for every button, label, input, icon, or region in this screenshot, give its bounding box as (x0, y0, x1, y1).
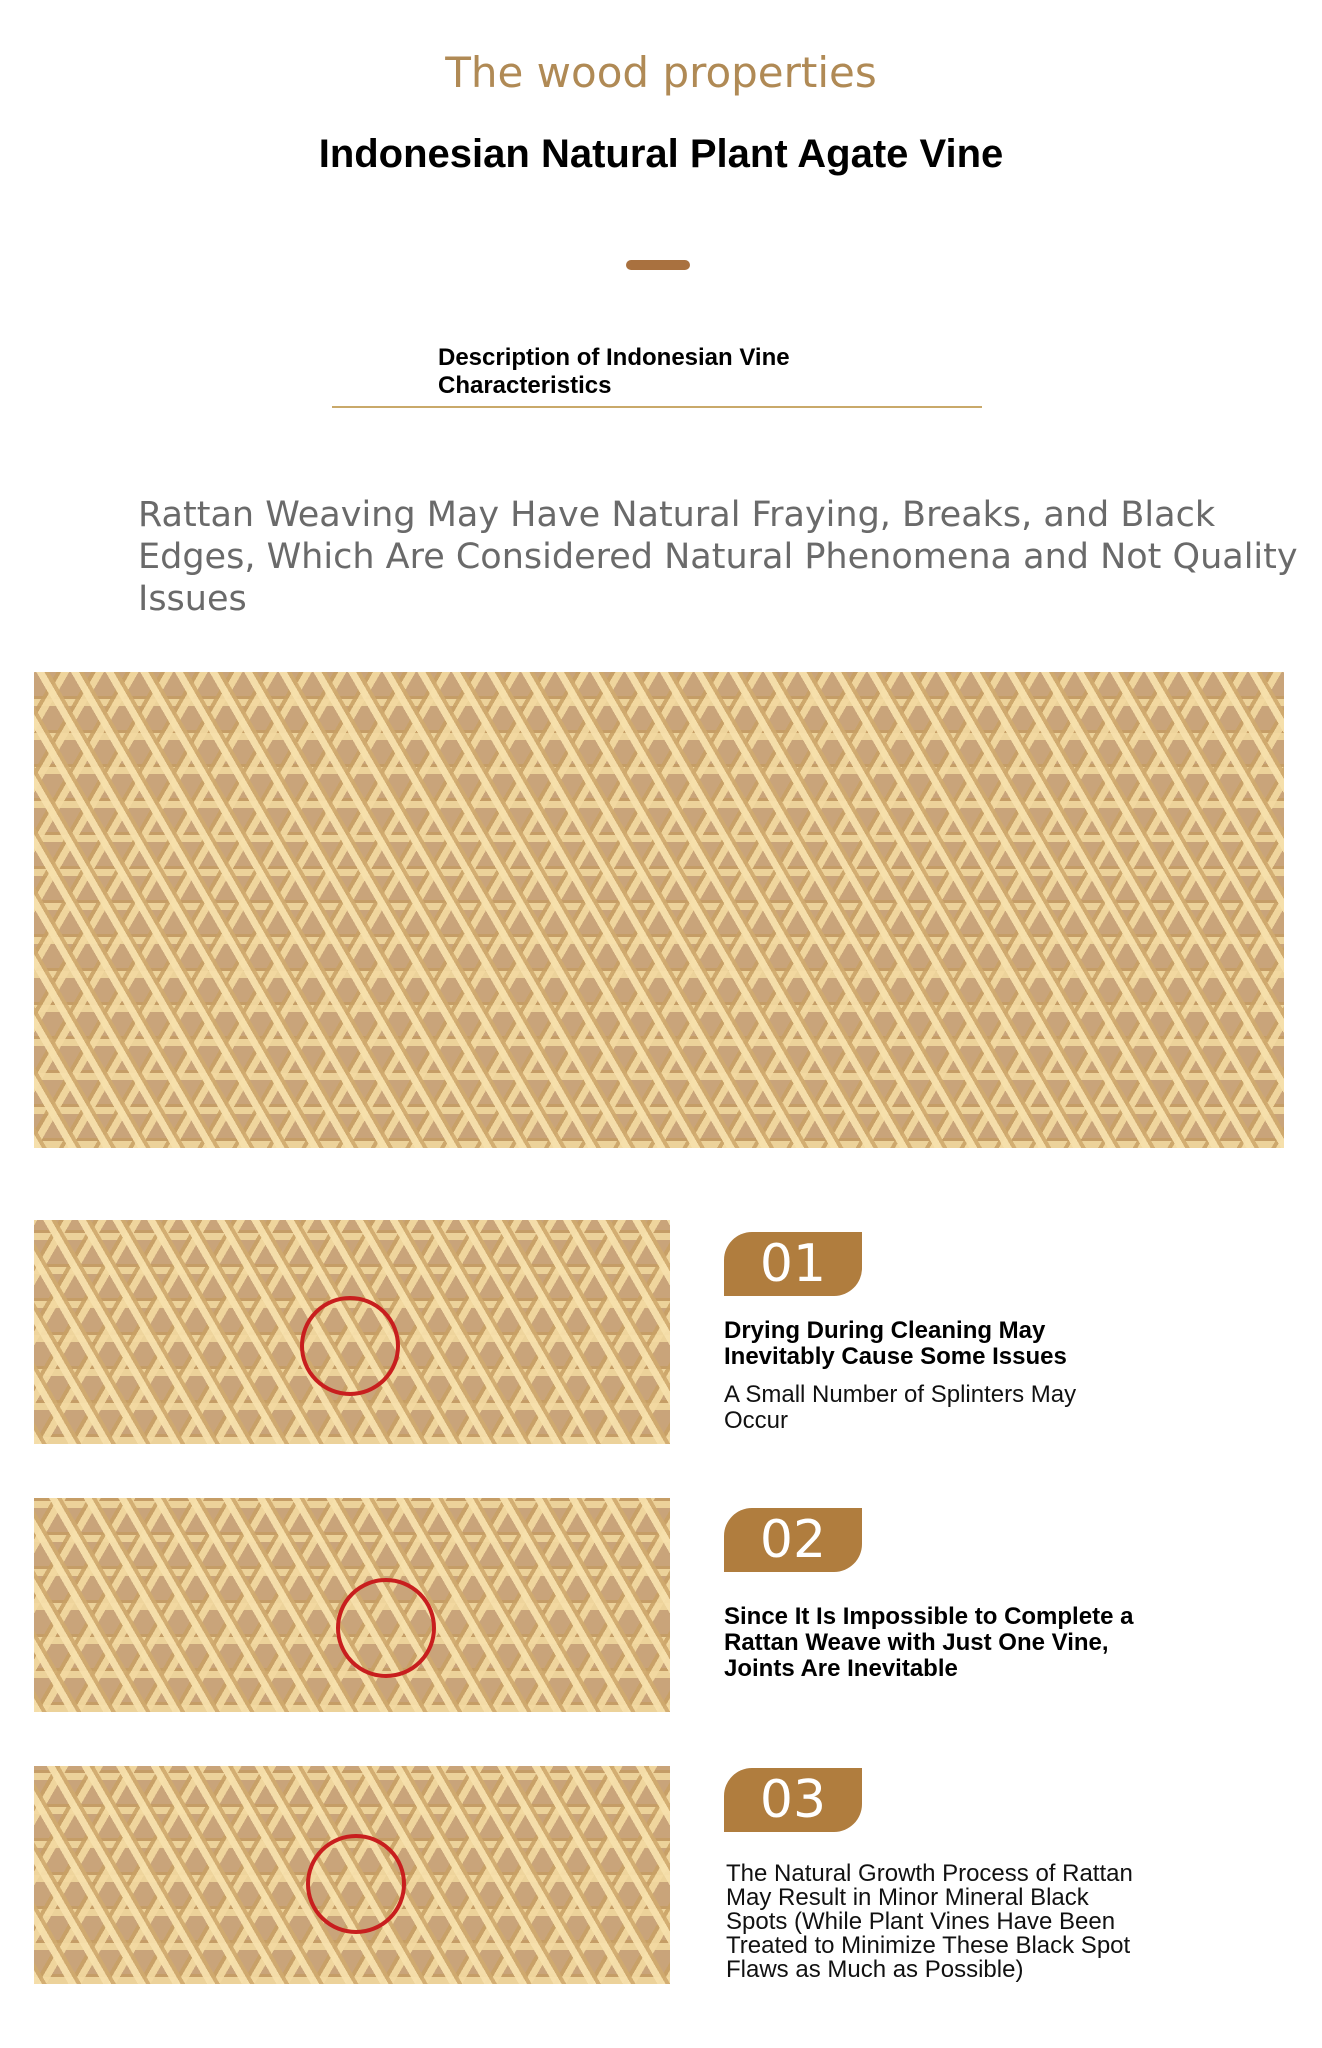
highlight-circle (336, 1578, 436, 1678)
item-number-badge: 02 (724, 1508, 862, 1572)
rattan-weave-photo (34, 672, 1284, 1148)
section-kicker: The wood properties (445, 48, 877, 97)
description-underline (332, 406, 982, 408)
highlight-circle (300, 1296, 400, 1396)
description-heading: Description of Indonesian Vine Characteristics (438, 344, 790, 399)
rattan-joint-photo (34, 1498, 670, 1712)
item-body: The Natural Growth Process of Rattan May Result in Minor Mineral Black Spots (While Plant Vines Have Been Treated to Minimize These Black Spot Flaws as Much as Possible) (726, 1860, 1133, 1983)
item-title: Drying During Cleaning May Inevitably Cause Some Issues (724, 1317, 1067, 1370)
item-title: Since It Is Impossible to Complete a Rattan Weave with Just One Vine, Joints Are Inevitable (724, 1603, 1134, 1682)
rattan-black-spot-photo (34, 1766, 670, 1984)
item-number-badge: 03 (724, 1768, 862, 1832)
item-number-badge: 01 (724, 1232, 862, 1296)
highlight-circle (306, 1834, 406, 1934)
item-subtitle: A Small Number of Splinters May Occur (724, 1381, 1077, 1434)
title-divider (626, 260, 690, 270)
quality-notice: Rattan Weaving May Have Natural Fraying, Breaks, and Black Edges, Which Are Considered Natural Phenomena and Not Quality Issues (138, 495, 1298, 619)
rattan-splinter-photo (34, 1220, 670, 1444)
page-title: Indonesian Natural Plant Agate Vine (318, 132, 1004, 176)
